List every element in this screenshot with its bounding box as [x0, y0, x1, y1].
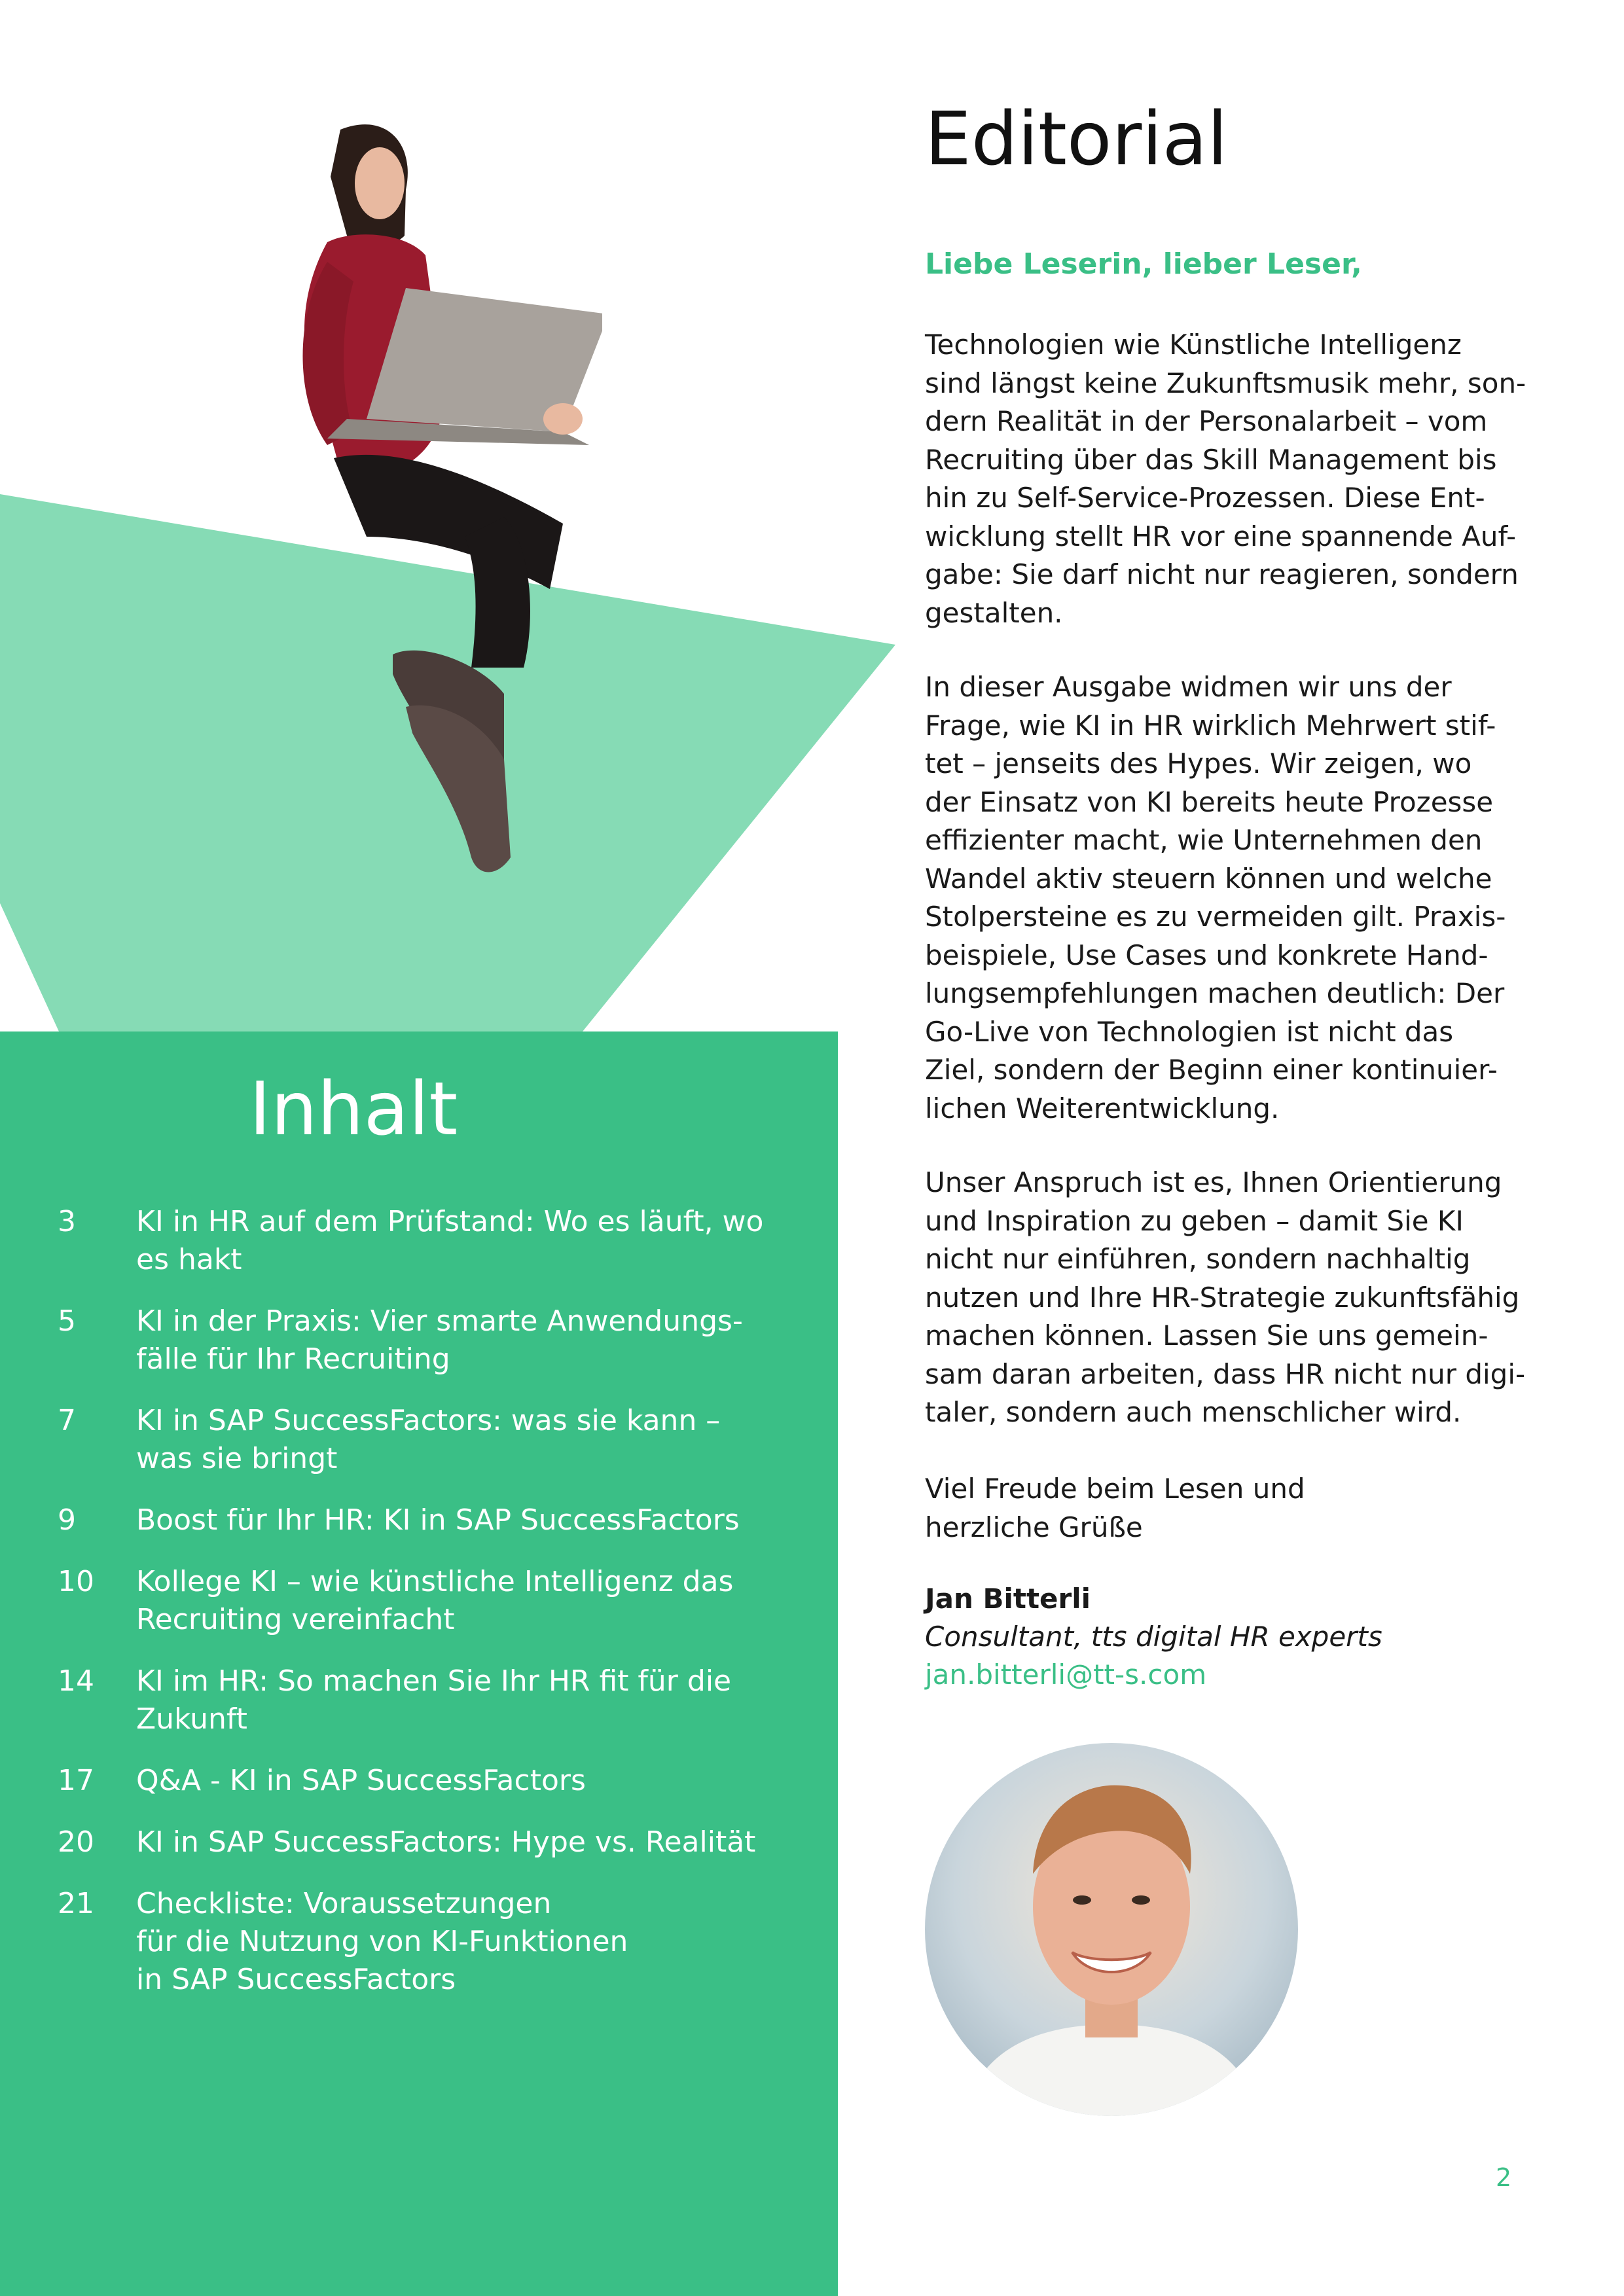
toc-item-title: KI in der Praxis: Vier smarte Anwendungs- fälle für Ihr Recruiting — [136, 1304, 743, 1376]
toc-page-number: 10 — [58, 1565, 94, 1598]
toc-item-title: Kollege KI – wie künstliche Intelligenz das Recruiting vereinfacht — [136, 1565, 734, 1636]
toc-item[interactable] — [58, 1662, 797, 1738]
toc-list — [58, 1203, 797, 2022]
toc-item-title: Q&A - KI in SAP SuccessFactors — [136, 1764, 586, 1797]
toc-item[interactable] — [58, 1885, 797, 1999]
page-number: 2 — [1496, 2163, 1512, 2192]
toc-page-number: 14 — [58, 1664, 94, 1698]
author-portrait — [925, 1743, 1298, 2116]
editorial-paragraph: Unser Anspruch ist es, Ihnen Orientierung und Inspiration zu geben – damit Sie KI nicht nur einführen, sondern nachhaltig nutzen und Ihre HR-Strategie zukunftsfähig machen können. Lassen Sie uns gemein- sam daran arbeiten, dass HR nicht nur digi- taler, sondern auch menschlicher wird. — [925, 1166, 1526, 1428]
signer-email-link[interactable]: jan.bitterli@tt-s.com — [925, 1659, 1207, 1691]
toc-item-title: KI in SAP SuccessFactors: Hype vs. Realität — [136, 1825, 756, 1859]
toc-item[interactable] — [58, 1762, 797, 1800]
toc-item-title: Checkliste: Voraussetzungen für die Nutzung von KI-Funktionen in SAP SuccessFactors — [136, 1887, 628, 1996]
toc-item[interactable] — [58, 1402, 797, 1478]
toc-item-title: Boost für Ihr HR: KI in SAP SuccessFactors — [136, 1503, 740, 1537]
editorial-title: Editorial — [925, 97, 1228, 182]
toc-page-number: 20 — [58, 1825, 94, 1859]
editorial-paragraph: In dieser Ausgabe widmen wir uns der Frage, wie KI in HR wirklich Mehrwert stif- tet – jenseits des Hypes. Wir zeigen, wo der Einsatz von KI bereits heute Prozesse effizienter macht, wie Unternehmen den Wandel aktiv steuern können und welche Stolpersteine es zu vermeiden gilt. Praxis- beispiele, Use Cases und konkrete Hand- lungsempfehlungen machen deutlich: Der Go-Live von Technologien ist nicht das Ziel, sondern der Beginn einer kontinuier- lichen Weiterentwicklung. — [925, 671, 1506, 1124]
toc-page-number: 3 — [58, 1205, 76, 1238]
signer-name: Jan Bitterli — [925, 1583, 1091, 1615]
toc-item[interactable] — [58, 1302, 797, 1378]
toc-page-number: 7 — [58, 1404, 76, 1437]
toc-title: Inhalt — [249, 1067, 458, 1152]
toc-item[interactable] — [58, 1823, 797, 1861]
editorial-paragraph: Technologien wie Künstliche Intelligenz sind längst keine Zukunftsmusik mehr, son- dern Realität in der Personalarbeit – vom Recruiting über das Skill Management bis hin zu Self-Service-Prozessen. Diese Ent- wicklung stellt HR vor eine spannende Auf- gabe: Sie darf nicht nur reagieren, sondern gestalten. — [925, 329, 1526, 629]
toc-page-number: 9 — [58, 1503, 76, 1537]
editorial-closing: Viel Freude beim Lesen und herzliche Grüße — [925, 1473, 1305, 1543]
toc-item-title: KI in HR auf dem Prüfstand: Wo es läuft, wo es hakt — [136, 1205, 764, 1276]
toc-page-number: 5 — [58, 1304, 76, 1338]
woman-with-laptop-image — [196, 118, 602, 877]
signer-role: Consultant, tts digital HR experts — [925, 1621, 1382, 1653]
greeting: Liebe Leserin, lieber Leser, — [925, 247, 1362, 281]
toc-page-number: 17 — [58, 1764, 94, 1797]
toc-page-number: 21 — [58, 1887, 94, 1920]
toc-item[interactable] — [58, 1501, 797, 1539]
toc-item-title: KI im HR: So machen Sie Ihr HR fit für die Zukunft — [136, 1664, 732, 1736]
toc-item[interactable] — [58, 1203, 797, 1279]
toc-item[interactable] — [58, 1563, 797, 1639]
toc-item-title: KI in SAP SuccessFactors: was sie kann – was sie bringt — [136, 1404, 721, 1475]
